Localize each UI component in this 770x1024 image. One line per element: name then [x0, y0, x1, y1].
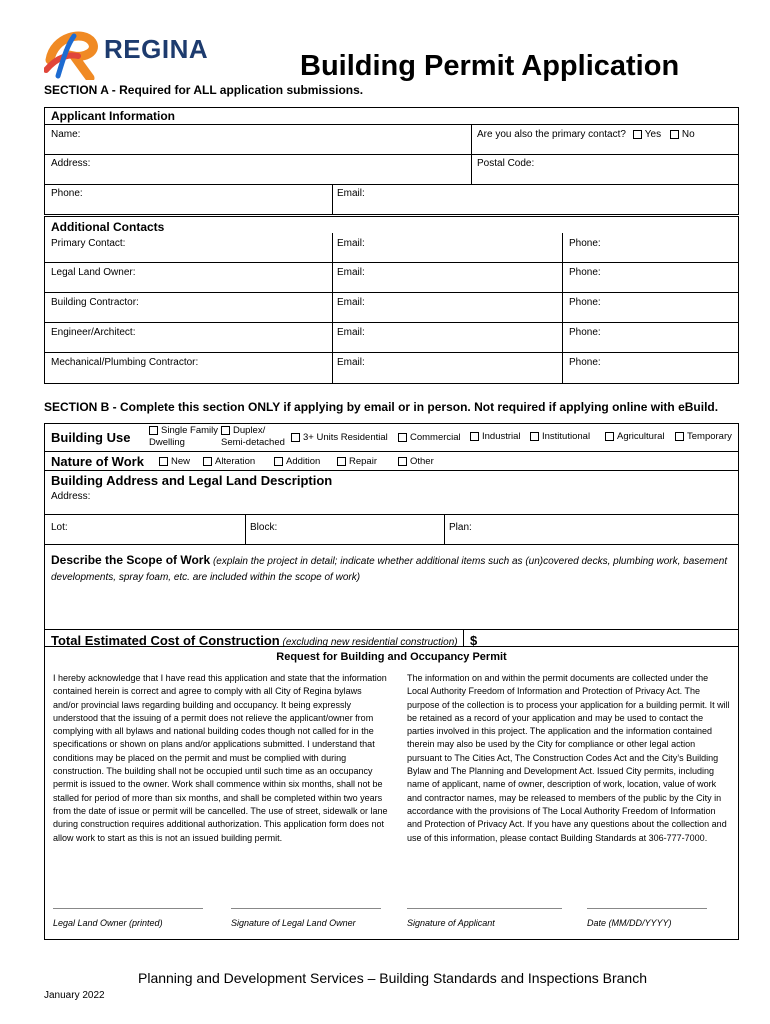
use-commercial-label: Commercial — [410, 432, 461, 443]
logo-text: REGINA — [104, 34, 209, 64]
plan-field[interactable]: Plan: — [449, 522, 472, 533]
contact-row-label: Primary Contact: — [51, 238, 126, 249]
legal-owner-signature[interactable]: Signature of Legal Land Owner — [231, 918, 356, 928]
total-cost-field[interactable]: $ — [470, 633, 478, 648]
contact-row-phone[interactable]: Phone: — [569, 327, 601, 338]
nature-addition-label: Addition — [286, 456, 321, 467]
contact-row-label: Mechanical/Plumbing Contractor: — [51, 357, 199, 368]
address-field[interactable]: Address: — [51, 158, 91, 169]
contact-row-label: Building Contractor: — [51, 297, 139, 308]
additional-contacts-table — [44, 216, 739, 384]
contact-row-label: Engineer/Architect: — [51, 327, 136, 338]
applicant-signature[interactable]: Signature of Applicant — [407, 918, 495, 928]
contact-row-phone[interactable]: Phone: — [569, 357, 601, 368]
nature-alteration-label: Alteration — [215, 456, 256, 467]
building-use-label: Building Use — [51, 430, 131, 445]
contact-row-email[interactable]: Email: — [337, 267, 365, 278]
email-field[interactable]: Email: — [337, 188, 365, 199]
contact-row-email[interactable]: Email: — [337, 238, 365, 249]
nature-new-label: New — [171, 456, 191, 467]
use-3-units-label: 3+ Units Residential — [303, 432, 388, 443]
use-temporary-label: Temporary — [687, 431, 732, 442]
page-title: Building Permit Application — [300, 50, 680, 82]
contact-row-email[interactable]: Email: — [337, 297, 365, 308]
name-field[interactable]: Name: — [51, 129, 81, 140]
postal-code-field[interactable]: Postal Code: — [477, 158, 535, 169]
section-b-table — [44, 423, 739, 940]
section-b-label: SECTION B - Complete this section ONLY if applying by email or in person. Not required if applying online with eBuild. — [44, 400, 719, 414]
building-address-heading: Building Address and Legal Land Description — [51, 473, 333, 488]
acknowledgement-text: I hereby acknowledge that I have read this application and state that the information contained herein is correct and agree to comply with all City of Regina bylaws and/or provincial laws regarding building and occupancy. It being expressly understood that the issuing of a permit does not relieve the applicant/owner from complying with all bylaws and national building codes though not called for in the specifications or shown on plans and/or applications submitted. I understand that conditions may be placed on the permit and must be complied with during construction. The building shall not be occupied until such time as an occupancy permit is issued to the owner. Work shall commence within six months, shall not be stalled for period of more than six months, and shall be completed within two years from the date of issue or permit will be cancelled. The use of street, sidewalk or lane during construction requires additional authorization. This application form does not allow work to start as this is not an issued building permit. — [53, 673, 388, 843]
primary-contact-question — [477, 129, 695, 140]
date-field[interactable]: Date (MM/DD/YYYY) — [587, 918, 672, 928]
section-a-label: SECTION A - Required for ALL application submissions. — [44, 83, 364, 97]
regina-logo-icon — [44, 26, 102, 80]
use-institutional-label: Institutional — [542, 431, 591, 442]
no-label: No — [681, 129, 695, 140]
building-address-field[interactable]: Address: — [51, 491, 91, 502]
total-cost-hint: (excluding new residential construction) — [282, 637, 458, 648]
applicant-info-heading: Applicant Information — [51, 109, 175, 123]
nature-repair-label: Repair — [349, 456, 377, 467]
contact-row-phone[interactable]: Phone: — [569, 297, 601, 308]
request-heading: Request for Building and Occupancy Permit — [276, 651, 507, 663]
applicant-info-table — [44, 107, 739, 215]
contact-row-label: Legal Land Owner: — [51, 267, 136, 278]
lot-field[interactable]: Lot: — [51, 522, 68, 533]
scope-hint: (explain the project in detail; indicate whether additional items such as (un)covered decks, plumbing work, basement developments, spray foam, etc. are included within the scope of work) — [51, 556, 728, 583]
use-single-family-label: Single Family Dwelling — [149, 425, 219, 448]
yes-checkbox[interactable] — [633, 130, 642, 139]
contact-row-email[interactable]: Email: — [337, 327, 365, 338]
nature-other-label: Other — [410, 456, 434, 467]
nature-of-work-label: Nature of Work — [51, 454, 144, 469]
footer-text: Planning and Development Services – Building Standards and Inspections Branch — [138, 970, 647, 986]
use-industrial-label: Industrial — [482, 431, 521, 442]
total-cost-heading: Total Estimated Cost of Construction — [51, 633, 280, 648]
no-checkbox[interactable] — [670, 130, 679, 139]
privacy-text: The information on and within the permit documents are collected under the Local Authority Freedom of Information and Protection of Privacy Act. The purpose of the collection is to process your application for a building permit. It will be retained as a record of your application and may be used to contact the parties involved in this project. The application and the information contained therein may also be used by the City for compliance or other legal action pursuant to The Cities Act, The Construction Codes Act and the City’s Building Bylaw and The Planning and Development Act. Issued City permits, including name of applicant, name of owner, description of work, location, value of work and contractor names, may be released to members of the public by the City in accordance with the provisions of The Local Authority Freedom of Information and Protection of Privacy Act. If you have any questions about the collection and use of this information, please contact Building Standards at 306-777-7000. — [407, 673, 730, 843]
legal-owner-printed-signature[interactable]: Legal Land Owner (printed) — [53, 918, 163, 928]
contact-row-phone[interactable]: Phone: — [569, 238, 601, 249]
yes-label: Yes — [644, 129, 662, 140]
use-duplex-label: Duplex/ Semi-detached — [221, 425, 285, 448]
phone-field[interactable]: Phone: — [51, 188, 83, 199]
scope-heading: Describe the Scope of Work — [51, 553, 211, 567]
additional-contacts-heading: Additional Contacts — [51, 220, 165, 234]
revision-date: January 2022 — [44, 990, 105, 1001]
use-agricultural-label: Agricultural — [617, 431, 665, 442]
contact-row-email[interactable]: Email: — [337, 357, 365, 368]
primary-contact-label: Are you also the primary contact? — [477, 129, 626, 140]
contact-row-phone[interactable]: Phone: — [569, 267, 601, 278]
block-field[interactable]: Block: — [250, 522, 278, 533]
